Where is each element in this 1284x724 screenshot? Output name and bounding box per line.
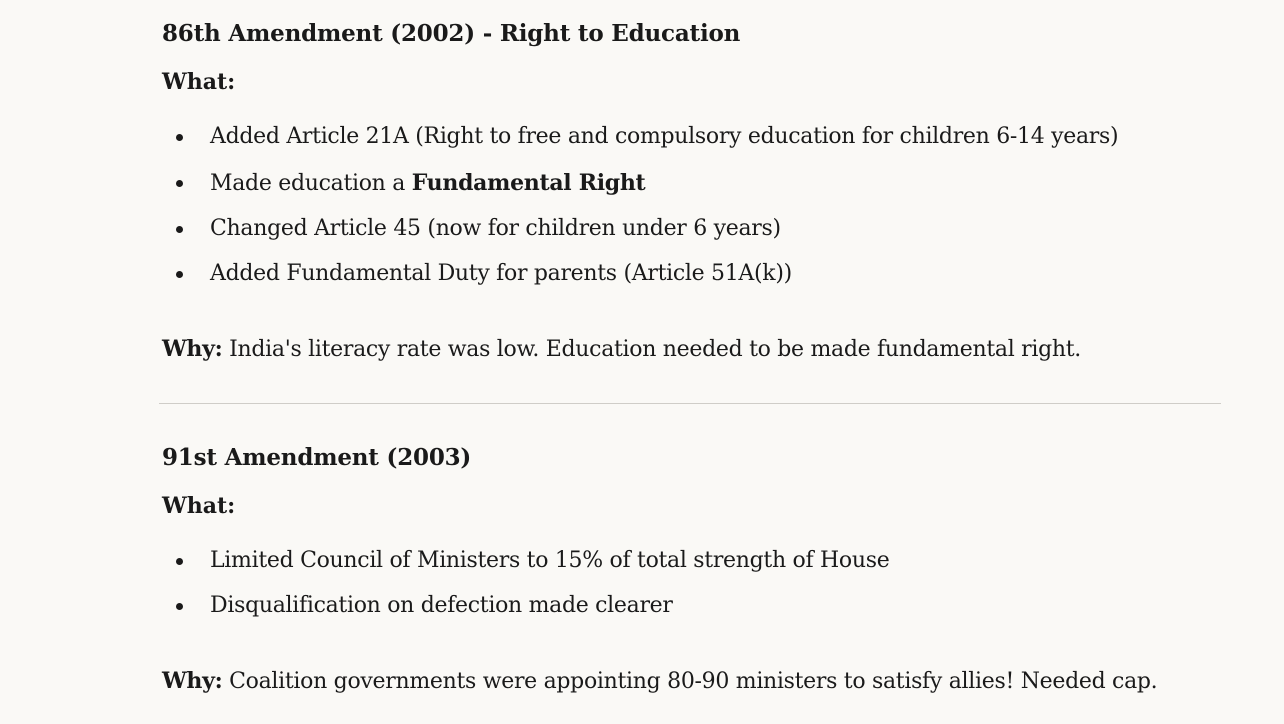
bullet-dot-icon [176, 134, 183, 141]
what-list [162, 122, 1118, 289]
list-item-text: Added Article 21A (Right to free and compulsory education for children 6-14 years) [210, 124, 1119, 149]
bullet-dot-icon [176, 603, 183, 610]
why-paragraph [162, 334, 1081, 365]
list-item [162, 591, 889, 621]
section-heading: 91st Amendment (2003) [162, 444, 472, 471]
list-item [162, 122, 1118, 152]
what-label-text: What: [162, 493, 236, 519]
list-item [162, 546, 889, 576]
amendment-section-91 [162, 443, 471, 473]
bullet-dot-icon [176, 558, 183, 565]
list-item-text: Limited Council of Ministers to 15% of total strength of House [210, 548, 890, 573]
why-label: Why: [162, 336, 223, 362]
what-label [162, 67, 235, 97]
what-label [162, 491, 235, 521]
list-item-text: Made education a [210, 171, 412, 196]
list-item-bold-text: Fundamental Right [411, 170, 646, 196]
bullet-dot-icon [176, 271, 183, 278]
bullet-dot-icon [176, 226, 183, 233]
section-divider [159, 403, 1221, 404]
list-item-text: Disqualification on defection made clearer [210, 593, 673, 618]
why-text: India's literacy rate was low. Education needed to be made fundamental right. [222, 337, 1081, 362]
why-text: Coalition governments were appointing 80-90 ministers to satisfy allies! Needed cap. [222, 669, 1158, 694]
why-paragraph [162, 666, 1157, 697]
what-label-text: What: [162, 69, 236, 95]
section-heading: 86th Amendment (2002) - Right to Education [162, 20, 741, 47]
list-item [162, 214, 1118, 244]
amendment-section-86 [162, 19, 740, 49]
why-label: Why: [162, 668, 223, 694]
list-item [162, 168, 1118, 198]
bullet-dot-icon [176, 180, 183, 187]
what-list [162, 546, 889, 621]
list-item [162, 259, 1118, 289]
list-item-text: Changed Article 45 (now for children under 6 years) [210, 216, 781, 241]
list-item-text: Added Fundamental Duty for parents (Article 51A(k)) [210, 261, 792, 286]
